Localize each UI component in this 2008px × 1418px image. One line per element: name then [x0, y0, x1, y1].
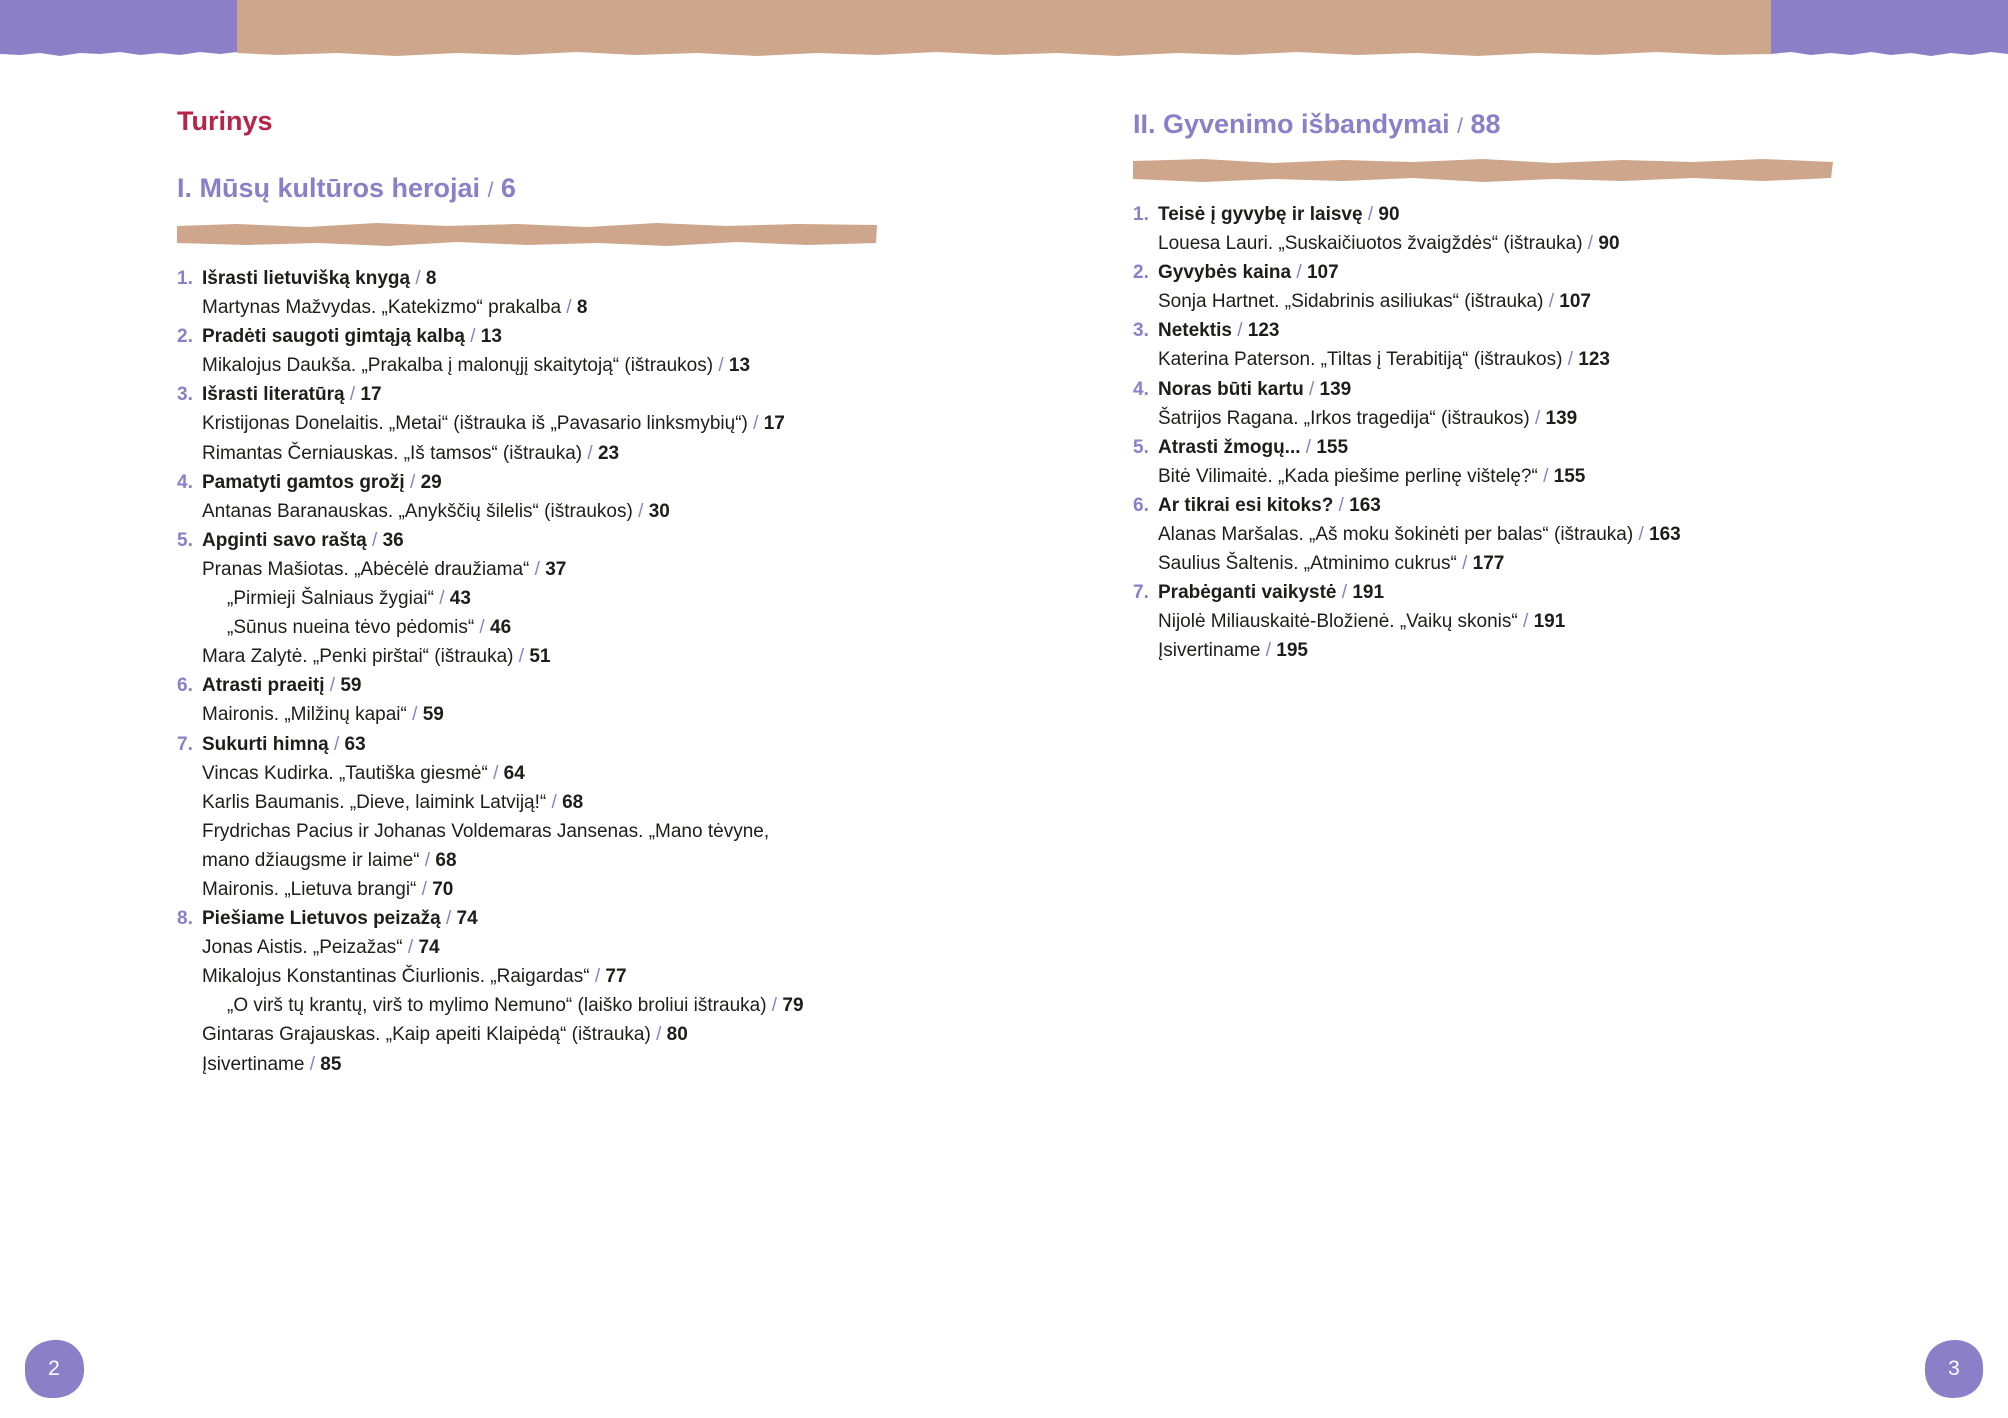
toc-entry: [177, 642, 877, 671]
entry-title: Šatrijos Ragana. „Irkos tragedija“ (ištraukos): [1158, 407, 1530, 429]
chapter-title: Pamatyti gamtos grožį: [202, 471, 405, 493]
page-ref: 68: [435, 849, 457, 871]
page-separator: /: [561, 297, 577, 319]
page-separator: /: [546, 791, 563, 813]
entry-title: Antanas Baranauskas. „Anykščių šilelis“ (ištraukos): [202, 500, 633, 522]
page-separator: /: [406, 704, 423, 726]
toc-list-right: [1133, 200, 1833, 666]
page-ref: 17: [360, 384, 382, 406]
page-ref: 59: [422, 704, 444, 726]
page-separator: /: [513, 646, 530, 668]
page-separator: /: [487, 762, 504, 784]
page-separator: /: [529, 558, 546, 580]
page-number-text: 2: [48, 1357, 60, 1380]
chapter-title: Gyvybės kaina: [1158, 262, 1292, 284]
page-separator: /: [440, 908, 457, 930]
section-heading-left: I. Mūsų kultūros herojai / 6: [177, 173, 516, 203]
page-ref: 155: [1316, 436, 1349, 458]
entry-title: Katerina Paterson. „Tiltas į Terabitiją“ (ištraukos): [1158, 349, 1563, 371]
toc-entry: [1133, 636, 1833, 665]
chapter-number: 3.: [177, 384, 193, 406]
page-ref: 8: [576, 297, 588, 319]
toc-entry: [177, 584, 877, 613]
entry-title: Jonas Aistis. „Peizažas“: [202, 937, 403, 959]
toc-entry: [1133, 607, 1833, 636]
section-title: I. Mūsų kultūros herojai: [177, 173, 481, 203]
page-ref: 90: [1378, 204, 1400, 225]
entry-title: Rimantas Černiauskas. „Iš tamsos“ (ištrauka): [202, 442, 583, 464]
page-ref: 80: [666, 1024, 688, 1046]
toc-chapter-entry: [177, 322, 877, 351]
toc-entry: [177, 409, 877, 438]
toc-entry: [177, 555, 877, 584]
page-separator: /: [747, 413, 764, 435]
toc-entry: [1133, 345, 1833, 374]
chapter-title: Apginti savo raštą: [202, 529, 367, 551]
toc-entry: [177, 759, 877, 788]
entry-title: Alanas Maršalas. „Aš moku šokinėti per balas“ (ištrauka): [1158, 524, 1634, 546]
chapter-title: Noras būti kartu: [1158, 378, 1304, 400]
toc-entry: [177, 875, 877, 904]
chapter-title: Sukurti himną: [202, 733, 329, 755]
entry-title: Frydrichas Pacius ir Johanas Voldemaras Jansenas. „Mano tėvyne,: [202, 820, 770, 842]
page-separator: /: [1562, 349, 1579, 371]
toc-entry: [1133, 520, 1833, 549]
page-separator: /: [474, 617, 490, 639]
toc-chapter-entry: [177, 264, 877, 293]
top-band-left: [0, 0, 237, 56]
page-separator: /: [1336, 582, 1353, 604]
toc-chapter-entry: [177, 526, 877, 555]
page-ref: 13: [480, 326, 502, 348]
top-band-right: [1771, 0, 2008, 56]
page-ref: 123: [1247, 320, 1280, 342]
chapter-number: 8.: [177, 908, 193, 930]
page-separator: /: [650, 1024, 667, 1046]
page-ref: 64: [503, 762, 525, 784]
page-ref: 59: [340, 675, 362, 697]
toc-entry: [177, 962, 877, 991]
page-separator: /: [1231, 320, 1248, 342]
page-ref: 107: [1306, 262, 1339, 284]
chapter-number: 2.: [1133, 262, 1149, 284]
toc-entry: [177, 497, 877, 526]
toc-entry: [177, 788, 877, 817]
toc-entry: [177, 991, 877, 1020]
toc-chapter-entry: [177, 468, 877, 497]
toc-chapter-entry: [177, 380, 877, 409]
page-ref: 13: [728, 355, 751, 377]
page-separator: /: [344, 384, 361, 406]
entry-title: Pranas Mašiotas. „Abėcėlė draužiama“: [202, 558, 530, 580]
page-separator: /: [416, 878, 433, 900]
toc-entry: [177, 933, 877, 962]
toc-entry: [177, 613, 877, 642]
top-band-center: [237, 0, 1771, 56]
entry-title: Mikalojus Konstantinas Čiurlionis. „Raigardas“: [202, 966, 590, 988]
entry-title: Karlis Baumanis. „Dieve, laimink Latviją!“: [202, 791, 547, 813]
page-separator: /: [766, 995, 783, 1017]
page-separator: /: [324, 675, 341, 697]
entry-title: „Pirmieji Šalniaus žygiai“: [227, 588, 434, 610]
page-ref: 79: [782, 995, 804, 1017]
page-ref: 191: [1352, 582, 1385, 604]
page-ref: 23: [597, 442, 620, 464]
chapter-number: 1.: [177, 268, 193, 289]
toc-entry: [177, 351, 877, 380]
chapter-number: 3.: [1133, 320, 1149, 342]
page-separator: /: [410, 268, 426, 289]
toc-chapter-entry: [1133, 433, 1833, 462]
chapter-number: 6.: [1133, 494, 1149, 516]
page-ref: 17: [763, 413, 785, 435]
page-ref: 177: [1472, 553, 1505, 575]
toc-entry: [1133, 287, 1833, 316]
entry-title: Mikalojus Daukša. „Prakalba į malonųjį skaitytoją“ (ištraukos): [202, 355, 714, 377]
page-separator: /: [1303, 378, 1320, 400]
page-separator: /: [1633, 524, 1650, 546]
chapter-number: 5.: [1133, 436, 1149, 458]
page-ref: 155: [1553, 465, 1586, 487]
section-right: [1133, 106, 1833, 666]
page-ref: 191: [1533, 611, 1566, 633]
toc-entry: [1133, 404, 1833, 433]
page-ref: 163: [1649, 524, 1681, 546]
page-ref: 195: [1276, 640, 1308, 662]
page-separator: /: [589, 966, 606, 988]
chapter-number: 6.: [177, 675, 193, 697]
page-separator: /: [1543, 291, 1560, 313]
toc-entry: [177, 1050, 877, 1079]
chapter-title: Išrasti literatūrą: [202, 384, 345, 406]
entry-title: Maironis. „Milžinų kapai“: [202, 704, 407, 726]
toc-chapter-entry: [1133, 578, 1833, 607]
page-number-text: 3: [1948, 1357, 1960, 1380]
entry-title: mano džiaugsme ir laime“: [202, 849, 420, 871]
page-ref: 30: [648, 500, 670, 522]
chapter-title: Atrasti praeitį: [202, 675, 325, 697]
page-ref: 43: [449, 588, 471, 610]
page-separator: /: [1260, 640, 1277, 662]
entry-title: Bitė Vilimaitė. „Kada piešime perlinę vištelę?“: [1158, 465, 1538, 487]
page-separator: /: [304, 1053, 321, 1075]
toc-entry: [1133, 462, 1833, 491]
toc-chapter-entry: [1133, 316, 1833, 345]
page-ref: 51: [529, 646, 551, 668]
page-ref: 139: [1545, 407, 1578, 429]
entry-title: Įsivertiname: [202, 1053, 305, 1075]
page-separator: /: [1456, 553, 1473, 575]
heading-bar-right: [1133, 157, 1833, 183]
page-separator: /: [419, 849, 436, 871]
toc-chapter-entry: [177, 904, 877, 933]
page-separator: /: [582, 442, 598, 464]
entry-title: Mara Zalytė. „Penki pirštai“ (ištrauka): [202, 646, 514, 668]
page-number-left: [22, 1338, 86, 1400]
entry-title: Martynas Mažvydas. „Katekizmo“ prakalba: [202, 297, 562, 319]
toc-chapter-entry: [1133, 258, 1833, 287]
entry-title: Saulius Šaltenis. „Atminimo cukrus“: [1158, 553, 1457, 575]
section-title: II. Gyvenimo išbandymai: [1133, 109, 1450, 139]
toc-chapter-entry: [1133, 375, 1833, 404]
page-separator: /: [1582, 233, 1599, 255]
entry-title: Kristijonas Donelaitis. „Metai“ (ištrauka iš „Pavasario linksmybių“): [202, 413, 748, 435]
chapter-title: Ar tikrai esi kitoks?: [1158, 494, 1334, 516]
chapter-title: Netektis: [1158, 320, 1232, 342]
entry-title: Louesa Lauri. „Suskaičiuotos žvaigždės“ (ištrauka): [1158, 233, 1583, 255]
chapter-number: 1.: [1133, 204, 1149, 225]
entry-title: „O virš tų krantų, virš to mylimo Nemuno“ (laiško broliui ištrauka): [227, 995, 767, 1017]
page-ref: 37: [545, 558, 567, 580]
chapter-number: 2.: [177, 326, 193, 348]
page-separator: /: [1300, 436, 1317, 458]
page-separator: /: [1537, 465, 1554, 487]
page-ref: 8: [425, 268, 437, 289]
chapter-title: Prabėganti vaikystė: [1158, 582, 1337, 604]
chapter-number: 4.: [1133, 378, 1149, 400]
page-ref: 77: [605, 966, 627, 988]
page-ref: 107: [1559, 291, 1591, 313]
toc-entry: [177, 817, 877, 846]
page-ref: 63: [344, 733, 366, 755]
section-page: 6: [500, 173, 516, 203]
toc-chapter-entry: [177, 730, 877, 759]
chapter-title: Piešiame Lietuvos peizažą: [202, 908, 441, 930]
entry-title: „Sūnus nueina tėvo pėdomis“: [227, 617, 475, 639]
page-separator: /: [402, 937, 419, 959]
page-separator: /: [1529, 407, 1546, 429]
page-separator: /: [1362, 204, 1379, 225]
page-separator: /: [1333, 494, 1350, 516]
page-ref: 90: [1598, 233, 1620, 255]
chapter-number: 7.: [177, 733, 193, 755]
entry-title: Maironis. „Lietuva brangi“: [202, 878, 417, 900]
section-heading-right: II. Gyvenimo išbandymai / 88: [1133, 109, 1501, 139]
page-ref: 123: [1578, 349, 1610, 371]
toc-entry: [1133, 229, 1833, 258]
entry-title: Nijolė Miliauskaitė-Bložienė. „Vaikų skonis“: [1158, 611, 1518, 633]
page-number-right: [1922, 1338, 1986, 1400]
toc-chapter-entry: [177, 671, 877, 700]
toc-chapter-entry: [1133, 200, 1833, 229]
page-separator: /: [328, 733, 345, 755]
toc-entry: [177, 846, 877, 875]
chapter-number: 4.: [177, 471, 193, 493]
toc-chapter-entry: [1133, 491, 1833, 520]
toc-entry: [177, 293, 877, 322]
entry-title: Vincas Kudirka. „Tautiška giesmė“: [202, 762, 488, 784]
entry-title: Sonja Hartnet. „Sidabrinis asiliukas“ (ištrauka): [1158, 291, 1544, 313]
section-left: [177, 170, 877, 1079]
page-separator: /: [366, 529, 383, 551]
page-separator: /: [1517, 611, 1534, 633]
page-separator: /: [464, 326, 481, 348]
page-ref: 139: [1319, 378, 1352, 400]
page-ref: 70: [432, 878, 454, 900]
page-ref: 74: [418, 937, 440, 959]
toc-entry: [177, 700, 877, 729]
chapter-title: Pradėti saugoti gimtąją kalbą: [202, 326, 465, 348]
chapter-title: Išrasti lietuvišką knygą: [202, 268, 411, 289]
page-ref: 74: [456, 908, 478, 930]
page-ref: 29: [420, 471, 442, 493]
toc-entry: [177, 439, 877, 468]
chapter-number: 7.: [1133, 582, 1149, 604]
toc-list-left: [177, 264, 877, 1079]
page-ref: 68: [562, 791, 584, 813]
section-page: 88: [1470, 109, 1501, 139]
page-ref: 36: [382, 529, 404, 551]
toc-title: Turinys: [177, 106, 273, 136]
page-ref: 163: [1349, 494, 1381, 516]
page-separator: /: [404, 471, 421, 493]
entry-title: Įsivertiname: [1158, 640, 1261, 662]
toc-entry: [177, 1020, 877, 1049]
page-separator: /: [1291, 262, 1307, 284]
chapter-number: 5.: [177, 529, 193, 551]
page-separator: /: [713, 355, 729, 377]
page-separator: /: [433, 588, 450, 610]
heading-bar-left: [177, 221, 877, 247]
page-separator: /: [632, 500, 649, 522]
page-ref: 46: [490, 617, 512, 639]
chapter-title: Atrasti žmogų...: [1158, 436, 1301, 458]
toc-entry: [1133, 549, 1833, 578]
entry-title: Gintaras Grajauskas. „Kaip apeiti Klaipėdą“ (ištrauka): [202, 1024, 651, 1046]
chapter-title: Teisė į gyvybę ir laisvę: [1158, 204, 1363, 225]
page-ref: 85: [320, 1053, 342, 1075]
